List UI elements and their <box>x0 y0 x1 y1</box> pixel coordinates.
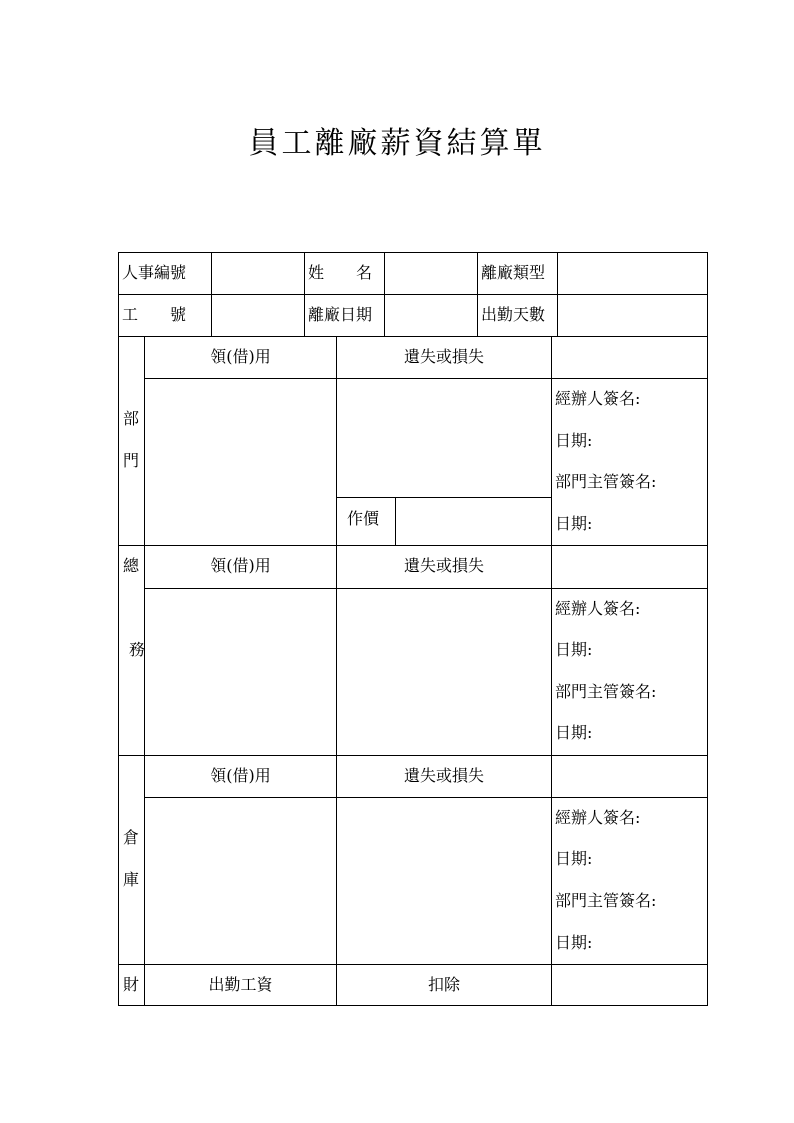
warehouse-handler-signature: 經辦人簽名: <box>555 808 641 827</box>
attendance-days-label: 出勤天數 <box>481 305 546 324</box>
department-supervisor-date: 日期: <box>555 514 593 533</box>
department-borrowed-header: 領(借)用 <box>210 347 271 366</box>
department-lost-header: 遺失或損失 <box>403 347 484 366</box>
warehouse-supervisor-signature: 部門主管簽名: <box>555 891 657 910</box>
form-title: 員工離廠薪資結算單 <box>248 126 546 161</box>
warehouse-side-label-2: 庫 <box>122 870 139 889</box>
department-side-label-2: 門 <box>122 451 139 470</box>
warehouse-handler-date: 日期: <box>555 849 593 868</box>
employee-no-label: 人事編號 <box>122 263 187 282</box>
department-compensation-label: 作價 <box>347 509 380 528</box>
department-side-label-1: 部 <box>122 409 139 428</box>
general-affairs-side-label-2: 務 <box>128 640 145 659</box>
finance-deduction-header: 扣除 <box>427 975 460 994</box>
work-no-label: 工 號 <box>122 305 187 324</box>
general-affairs-side-label-1: 總 <box>122 556 139 575</box>
leave-type-label: 離廠類型 <box>481 263 546 282</box>
general-affairs-lost-header: 遺失或損失 <box>403 556 484 575</box>
name-label: 姓 名 <box>308 263 373 282</box>
department-handler-signature: 經辦人簽名: <box>555 389 641 408</box>
warehouse-lost-header: 遺失或損失 <box>403 766 484 785</box>
general-affairs-borrowed-header: 領(借)用 <box>210 556 271 575</box>
warehouse-borrowed-header: 領(借)用 <box>210 766 271 785</box>
finance-wages-header: 出勤工資 <box>208 975 273 994</box>
general-affairs-handler-date: 日期: <box>555 640 593 659</box>
finance-side-label: 財 <box>122 975 139 994</box>
general-affairs-handler-signature: 經辦人簽名: <box>555 599 641 618</box>
warehouse-side-label-1: 倉 <box>122 828 139 847</box>
department-supervisor-signature: 部門主管簽名: <box>555 472 657 491</box>
leave-date-label: 離廠日期 <box>308 305 373 324</box>
warehouse-supervisor-date: 日期: <box>555 933 593 952</box>
department-handler-date: 日期: <box>555 431 593 450</box>
general-affairs-supervisor-signature: 部門主管簽名: <box>555 682 657 701</box>
general-affairs-supervisor-date: 日期: <box>555 723 593 742</box>
